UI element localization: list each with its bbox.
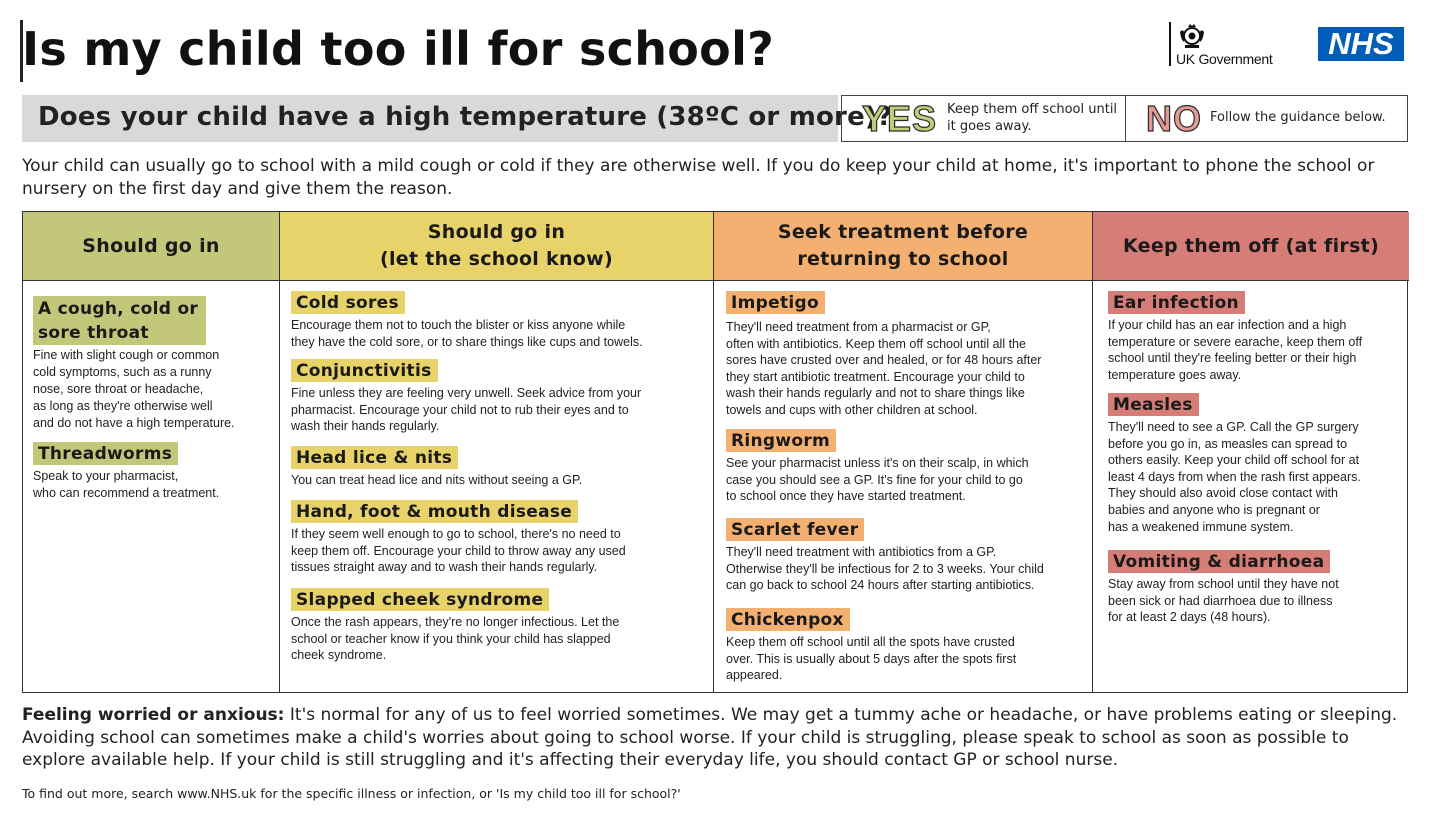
column-should-go-in-let-school-know: [280, 212, 714, 692]
condition-description: See your pharmacist unless it's on their scalp, in which case you should see a GP. It's fine for your child to go to school once they have started treatment.: [726, 456, 1029, 504]
condition-title: Vomiting & diarrhoea: [1108, 550, 1330, 573]
column-heading: Seek treatment before returning to school: [714, 212, 1092, 281]
column-should-go-in: [23, 212, 280, 692]
condition-description: Stay away from school until they have not been sick or had diarrhoea due to illness for at least 2 days (48 hours).: [1108, 577, 1339, 625]
condition-item: [726, 291, 1041, 419]
condition-item: [291, 359, 641, 435]
uk-government-label: UK Government: [1176, 51, 1273, 67]
footer-note: To find out more, search www.NHS.uk for the specific illness or infection, or 'Is my child too ill for school?': [22, 786, 681, 801]
uk-government-logo: [1169, 22, 1289, 68]
no-answer-box: [1125, 95, 1408, 142]
condition-description: Speak to your pharmacist, who can recommend a treatment.: [33, 469, 220, 500]
condition-description: If they seem well enough to go to school, there's no need to keep them off. Encourage your child to throw away any used tissues straight away and to wash their hands regularly.: [291, 527, 626, 575]
anxiety-paragraph: [22, 704, 1417, 772]
condition-description: Once the rash appears, they're no longer infectious. Let the school or teacher know if you think your child has slapped cheek syndrome.: [291, 615, 620, 663]
condition-title: Cold sores: [291, 291, 405, 314]
condition-title: A cough, cold or sore throat: [33, 296, 206, 345]
condition-item: [291, 500, 626, 576]
condition-description: Fine with slight cough or common cold symptoms, such as a runny nose, sore throat or headache, as long as they're otherwise well and do not have a high temperature.: [33, 348, 235, 430]
condition-description: Keep them off school until all the spots have crusted over. This is usually about 5 days after the spots first appeared.: [726, 635, 1017, 683]
condition-item: [33, 442, 219, 501]
anxiety-label: Feeling worried or anxious:: [22, 705, 285, 725]
condition-item: [1108, 393, 1361, 535]
condition-title: Ear infection: [1108, 291, 1245, 314]
column-seek-treatment: [714, 212, 1093, 692]
anxiety-text: It's normal for any of us to feel worried sometimes. We may get a tummy ache or headache, or have problems eating or sleeping. Avoiding school can sometimes make a child's worries about going to school worse. If your child is struggling, please speak to school as soon as possible to explore available help. If your child is still struggling and it's affecting their everyday life, you should contact GP or school nurse.: [22, 705, 1398, 770]
condition-description: Encourage them not to touch the blister or kiss anyone while they have the cold sore, or to share things like cups and towels.: [291, 318, 643, 349]
condition-description: They'll need treatment from a pharmacist or GP, often with antibiotics. Keep them off school until all the sores have crusted over and healed, or for 48 hours after they start antibiotic treatment. Encourage your child to wash their hands regularly and not to share things like towels and cups with other children at school.: [726, 320, 1042, 417]
condition-description: If your child has an ear infection and a high temperature or severe earache, keep them off school until they're feeling better or their high temperature goes away.: [1108, 318, 1363, 382]
royal-crest-icon: [1177, 22, 1207, 50]
condition-title: Scarlet fever: [726, 518, 864, 541]
condition-description: You can treat head lice and nits without seeing a GP.: [291, 473, 583, 487]
condition-title: Measles: [1108, 393, 1199, 416]
page-title: Is my child too ill for school?: [22, 22, 775, 76]
no-label: NO: [1146, 98, 1202, 139]
condition-title: Chickenpox: [726, 608, 850, 631]
condition-title: Impetigo: [726, 291, 825, 314]
condition-item: [1108, 550, 1339, 626]
condition-item: [726, 518, 1044, 594]
condition-description: They'll need to see a GP. Call the GP surgery before you go in, as measles can spread to others easily. Keep your child off school for at least 4 days from when the rash first appears. They should also avoid close contact with babies and anyone who is pregnant or has a weakened immune system.: [1108, 420, 1361, 534]
condition-item: [291, 588, 619, 664]
column-heading: Keep them off (at first): [1093, 212, 1409, 281]
column-heading: Should go in (let the school know): [280, 212, 713, 281]
condition-title: Threadworms: [33, 442, 178, 465]
condition-item: [726, 608, 1016, 684]
condition-title: Slapped cheek syndrome: [291, 588, 549, 611]
condition-title: Hand, foot & mouth disease: [291, 500, 578, 523]
condition-description: Fine unless they are feeling very unwell. Seek advice from your pharmacist. Encourage your child not to rub their eyes and to wash their hands regularly.: [291, 386, 642, 434]
condition-item: [726, 429, 1029, 505]
intro-paragraph: Your child can usually go to school with a mild cough or cold if they are otherwise well. If you do keep your child at home, it's important to phone the school or nursery on the first day and give them the reason.: [22, 156, 1375, 199]
temperature-question-text: Does your child have a high temperature (38ºC or more)?: [38, 102, 893, 132]
temperature-question: [22, 95, 893, 142]
condition-description: They'll need treatment with antibiotics from a GP. Otherwise they'll be infectious for 2 to 3 weeks. Your child can go back to school 24 hours after starting antibiotics.: [726, 545, 1044, 593]
yes-guidance: Keep them off school until it goes away.: [947, 102, 1118, 134]
column-keep-them-off: [1093, 212, 1409, 692]
yes-answer-box: [841, 95, 1126, 142]
column-heading: Should go in: [23, 212, 279, 281]
condition-item: [1108, 291, 1362, 383]
condition-title: Ringworm: [726, 429, 836, 452]
condition-item: [291, 291, 643, 350]
no-guidance: Follow the guidance below.: [1210, 110, 1386, 125]
nhs-logo: NHS: [1318, 27, 1404, 61]
condition-title: Conjunctivitis: [291, 359, 438, 382]
condition-item: [33, 296, 235, 432]
guidance-table: [22, 211, 1408, 693]
logo-divider: [1169, 22, 1171, 66]
yes-label: YES: [862, 98, 938, 139]
condition-item: [291, 446, 582, 489]
condition-title: Head lice & nits: [291, 446, 458, 469]
